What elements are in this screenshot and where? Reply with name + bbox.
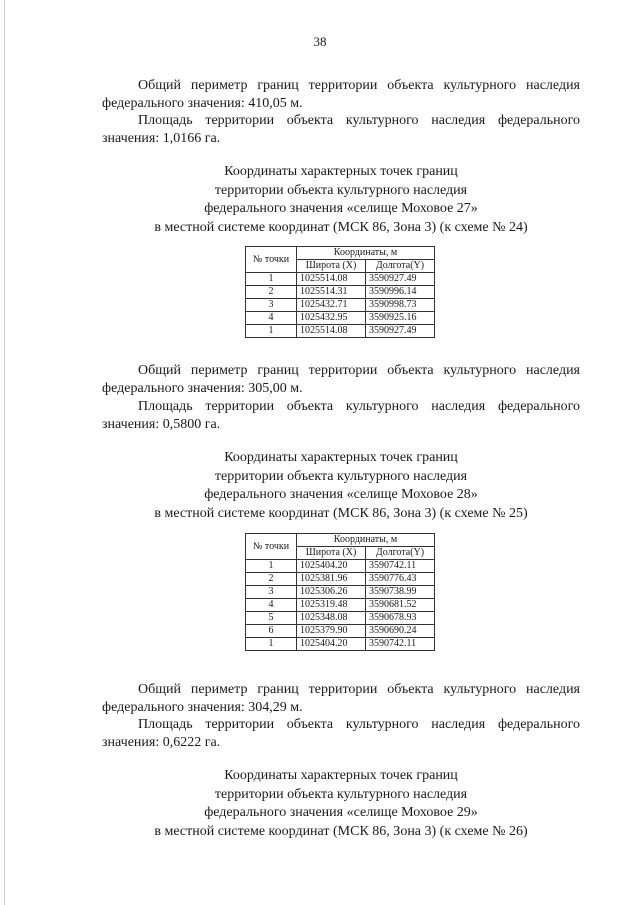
area-paragraph xyxy=(102,112,580,148)
col-coords-header: Координаты, м xyxy=(297,247,435,260)
longitude-y: 3590678.93 xyxy=(366,612,435,625)
longitude-y: 3590681.52 xyxy=(366,599,435,612)
table-row xyxy=(246,586,435,599)
longitude-y: 3590927.49 xyxy=(366,325,435,338)
heading-line: федерального значения «селище Моховое 28» xyxy=(204,487,478,502)
col-x-header: Широта (X) xyxy=(297,260,366,273)
perimeter-paragraph xyxy=(102,681,580,717)
latitude-x: 1025514.31 xyxy=(297,286,366,299)
latitude-x: 1025432.95 xyxy=(297,312,366,325)
perimeter-text-line1: Общий периметр границ территории объекта культурного наследия xyxy=(138,78,580,93)
latitude-x: 1025319.48 xyxy=(297,599,366,612)
page-number: 38 xyxy=(313,34,327,49)
heading-line: территории объекта культурного наследия xyxy=(214,468,468,484)
col-y-header: Долгота(Y) xyxy=(366,547,435,560)
table-row xyxy=(246,286,435,299)
scan-edge-line xyxy=(4,0,5,905)
perimeter-text-line2: федерального значения: 410,05 м. xyxy=(102,96,303,111)
heading-line: Координаты характерных точек границ xyxy=(224,450,458,465)
table-row xyxy=(246,560,435,573)
col-y-header: Долгота(Y) xyxy=(366,260,435,273)
table-row xyxy=(246,325,435,338)
latitude-x: 1025379.90 xyxy=(297,625,366,638)
table-row xyxy=(246,599,435,612)
point-number: 1 xyxy=(246,560,297,573)
latitude-x: 1025381.96 xyxy=(297,573,366,586)
latitude-x: 1025514.08 xyxy=(297,273,366,286)
perimeter-paragraph xyxy=(102,362,580,398)
coordinates-table-moxovoe-27 xyxy=(245,246,435,338)
longitude-y: 3590998.73 xyxy=(366,299,435,312)
area-text-line2: значения: 0,5800 га. xyxy=(102,417,221,432)
area-paragraph xyxy=(102,716,580,752)
point-number: 6 xyxy=(246,625,297,638)
point-number: 3 xyxy=(246,586,297,599)
area-text-line1: Площадь территории объекта культурного наследия федерального xyxy=(138,717,580,732)
longitude-y: 3590996.14 xyxy=(366,286,435,299)
point-number: 5 xyxy=(246,612,297,625)
coordinates-heading-moxovoe-28 xyxy=(102,449,580,523)
point-number: 1 xyxy=(246,273,297,286)
longitude-y: 3590776.43 xyxy=(366,573,435,586)
point-number: 4 xyxy=(246,599,297,612)
heading-line: федерального значения «селище Моховое 27» xyxy=(204,201,478,216)
col-x-header: Широта (X) xyxy=(297,547,366,560)
table-row xyxy=(246,299,435,312)
latitude-x: 1025432.71 xyxy=(297,299,366,312)
perimeter-text-line1: Общий периметр границ территории объекта культурного наследия xyxy=(138,682,580,697)
longitude-y: 3590690.24 xyxy=(366,625,435,638)
longitude-y: 3590742.11 xyxy=(366,638,435,651)
heading-line: в местной системе координат (МСК 86, Зона 3) (к схеме № 26) xyxy=(154,823,528,839)
heading-line: в местной системе координат (МСК 86, Зона 3) (к схеме № 25) xyxy=(154,505,528,521)
area-text-line1: Площадь территории объекта культурного наследия федерального xyxy=(138,113,580,128)
perimeter-text-line1: Общий периметр границ территории объекта культурного наследия xyxy=(138,363,580,378)
perimeter-text-line2: федерального значения: 304,29 м. xyxy=(102,700,303,715)
col-point-header: № точки xyxy=(246,247,297,273)
col-coords-header: Координаты, м xyxy=(297,534,435,547)
heading-line: в местной системе координат (МСК 86, Зона 3) (к схеме № 24) xyxy=(154,219,528,235)
area-text-line1: Площадь территории объекта культурного наследия федерального xyxy=(138,399,580,414)
table-row xyxy=(246,573,435,586)
coordinates-heading-moxovoe-29 xyxy=(102,767,580,841)
heading-line: территории объекта культурного наследия xyxy=(214,182,468,198)
heading-line: Координаты характерных точек границ xyxy=(224,768,458,783)
coordinates-heading-moxovoe-27 xyxy=(102,163,580,237)
longitude-y: 3590742.11 xyxy=(366,560,435,573)
heading-line: федерального значения «селище Моховое 29» xyxy=(204,805,478,820)
latitude-x: 1025306.26 xyxy=(297,586,366,599)
point-number: 1 xyxy=(246,325,297,338)
perimeter-text-line2: федерального значения: 305,00 м. xyxy=(102,381,303,396)
perimeter-paragraph xyxy=(102,77,580,113)
longitude-y: 3590925.16 xyxy=(366,312,435,325)
heading-line: территории объекта культурного наследия xyxy=(214,786,468,802)
table-row xyxy=(246,625,435,638)
table-row xyxy=(246,638,435,651)
coordinates-table-moxovoe-28 xyxy=(245,533,435,651)
point-number: 1 xyxy=(246,638,297,651)
heading-line: Координаты характерных точек границ xyxy=(224,164,458,179)
latitude-x: 1025404.20 xyxy=(297,638,366,651)
point-number: 2 xyxy=(246,286,297,299)
latitude-x: 1025348.08 xyxy=(297,612,366,625)
latitude-x: 1025514.08 xyxy=(297,325,366,338)
point-number: 2 xyxy=(246,573,297,586)
latitude-x: 1025404.20 xyxy=(297,560,366,573)
point-number: 3 xyxy=(246,299,297,312)
point-number: 4 xyxy=(246,312,297,325)
area-paragraph xyxy=(102,398,580,434)
table-row xyxy=(246,312,435,325)
table-row xyxy=(246,273,435,286)
longitude-y: 3590738.99 xyxy=(366,586,435,599)
col-point-header: № точки xyxy=(246,534,297,560)
longitude-y: 3590927.49 xyxy=(366,273,435,286)
area-text-line2: значения: 1,0166 га. xyxy=(102,131,221,146)
area-text-line2: значения: 0,6222 га. xyxy=(102,735,221,750)
table-row xyxy=(246,612,435,625)
